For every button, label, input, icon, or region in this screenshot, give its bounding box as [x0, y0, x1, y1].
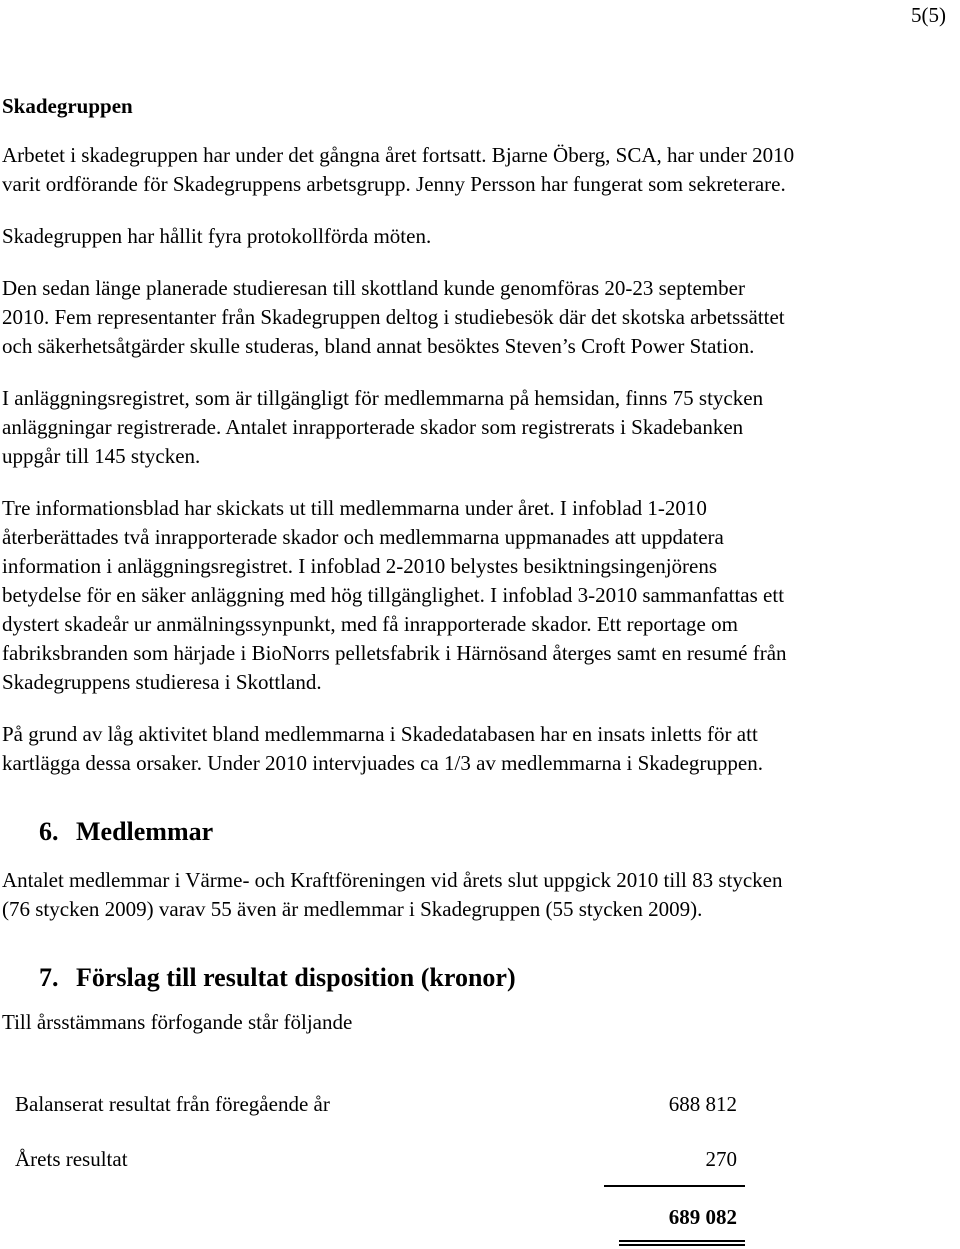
paragraph [2, 866, 958, 924]
section-title: Medlemmar [76, 817, 214, 846]
paragraph-line: kartlägga dessa orsaker. Under 2010 intervjuades ca 1/3 av medlemmarna i Skadegruppen. [2, 751, 763, 775]
paragraph-line: betydelse för en säker anläggning med hög tillgänglighet. I infoblad 3-2010 sammanfattas ett [2, 583, 785, 607]
paragraph-line: återberättades två inrapporterade skador och medlemmarna uppmanades att uppdatera [2, 525, 724, 549]
paragraph [2, 222, 958, 251]
paragraph [2, 720, 958, 778]
paragraph-line: Den sedan länge planerade studieresan till skottland kunde genomföras 20-23 september [2, 276, 745, 300]
table-row [15, 1090, 745, 1120]
paragraph-line: Antalet medlemmar i Värme- och Kraftföreningen vid årets slut uppgick 2010 till 83 stycken [2, 868, 783, 892]
section-heading-skadegruppen: Skadegruppen [2, 94, 133, 118]
paragraph-line: Skadegruppens studieresa i Skottland. [2, 670, 322, 694]
paragraph-line: På grund av låg aktivitet bland medlemmarna i Skadedatabasen har en insats inletts för att [2, 722, 758, 746]
section-number: 6. [39, 817, 59, 846]
section-heading-forslag [2, 962, 958, 994]
document-body [2, 92, 958, 1060]
paragraph [2, 141, 958, 199]
paragraph-line: och säkerhetsåtgärder skulle studeras, bland annat besöktes Steven’s Croft Power Station. [2, 334, 755, 358]
paragraph [2, 494, 958, 697]
paragraph-line: fabriksbranden som härjade i BioNorrs pelletsfabrik i Härnösand återges samt en resumé från [2, 641, 787, 665]
total-double-underline [619, 1240, 745, 1246]
paragraph-line: (76 stycken 2009) varav 55 även är medlemmar i Skadegruppen (55 stycken 2009). [2, 897, 703, 921]
paragraph-line: uppgår till 145 stycken. [2, 444, 201, 468]
intro-text: Till årsstämmans förfogande står följande [2, 1010, 353, 1034]
paragraph-line: I anläggningsregistret, som är tillgängligt för medlemmarna på hemsidan, finns 75 stycken [2, 386, 764, 410]
paragraph-line: information i anläggningsregistret. I infoblad 2-2010 belystes besiktningsingenjörens [2, 554, 718, 578]
paragraph-line: 2010. Fem representanter från Skadegruppen deltog i studiebesök där det skotska arbetssättet [2, 305, 785, 329]
row-amount: 270 [705, 1147, 737, 1171]
paragraph [2, 384, 958, 471]
paragraph-line: Tre informationsblad har skickats ut till medlemmarna under året. I infoblad 1-2010 [2, 496, 707, 520]
row-label: Balanserat resultat från föregående år [15, 1092, 330, 1116]
row-amount: 688 812 [668, 1092, 737, 1116]
total-amount: 689 082 [668, 1205, 737, 1229]
row-label: Årets resultat [15, 1147, 128, 1171]
paragraph-line: Arbetet i skadegruppen har under det gångna året fortsatt. Bjarne Öberg, SCA, har under 2010 [2, 143, 795, 167]
table-row [15, 1203, 745, 1233]
table-row [15, 1145, 745, 1175]
paragraph-line: varit ordförande för Skadegruppens arbetsgrupp. Jenny Persson har fungerat som sekreterare. [2, 172, 786, 196]
paragraph [2, 274, 958, 361]
section-heading-medlemmar [2, 816, 958, 848]
section-title: Förslag till resultat disposition (kronor) [76, 963, 516, 992]
paragraph-line: Skadegruppen har hållit fyra protokollförda möten. [2, 224, 432, 248]
section-number: 7. [39, 963, 59, 992]
page-number: 5(5) [911, 3, 946, 27]
sum-divider [604, 1185, 745, 1187]
paragraph-line: dystert skadeår ur anmälningssynpunkt, med få inrapporterade skador. Ett reportage om [2, 612, 738, 636]
paragraph-line: anläggningar registrerade. Antalet inrapporterade skador som registrerats i Skadebanken [2, 415, 744, 439]
